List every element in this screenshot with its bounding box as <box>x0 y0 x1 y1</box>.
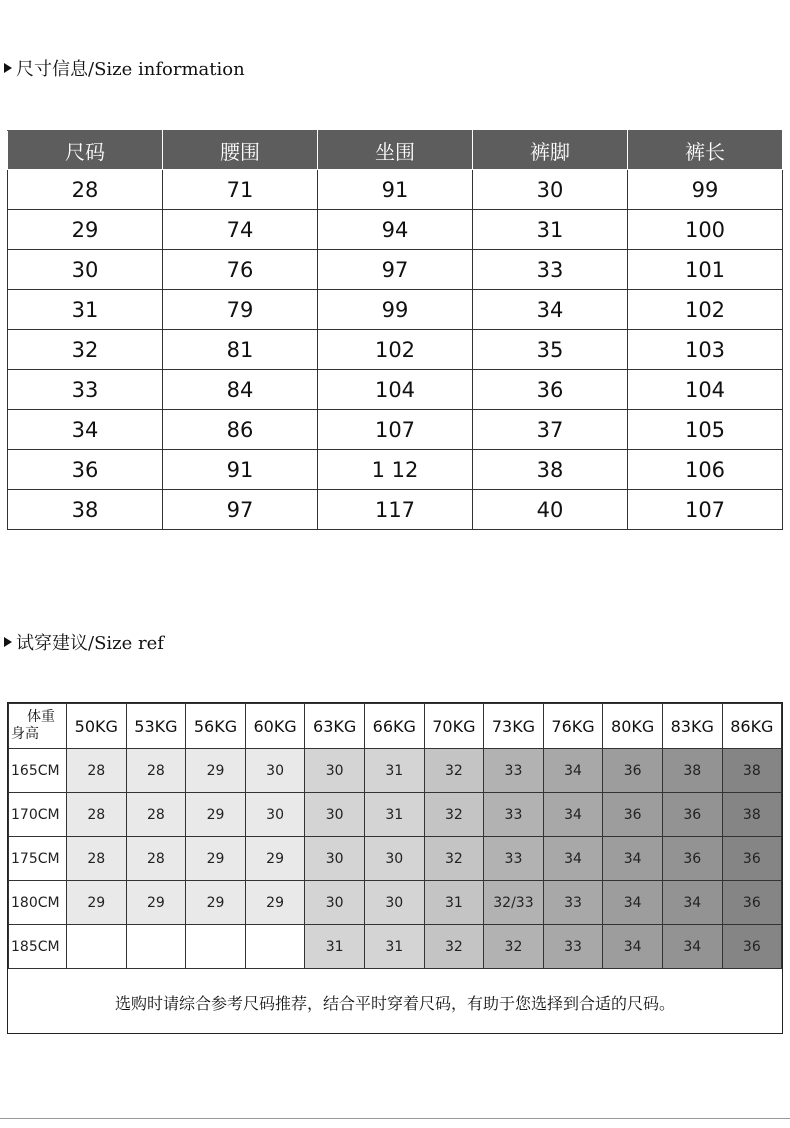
size-info-table <box>7 130 783 530</box>
size-ref-cell: 30 <box>305 749 365 793</box>
table-cell: 40 <box>473 490 628 530</box>
table-cell: 76 <box>163 250 318 290</box>
size-ref-cell: 32/33 <box>484 881 544 925</box>
table-cell: 99 <box>318 290 473 330</box>
size-ref-cell: 30 <box>245 749 305 793</box>
size-ref-panel <box>7 702 783 1034</box>
table-cell: 99 <box>628 170 783 210</box>
table-row <box>9 793 782 837</box>
weight-header: 63KG <box>305 704 365 749</box>
size-ref-header-row <box>9 704 782 749</box>
weight-header: 56KG <box>186 704 246 749</box>
size-ref-cell: 29 <box>186 793 246 837</box>
table-cell: 1 12 <box>318 450 473 490</box>
corner-height-label: 身高 <box>11 726 39 742</box>
size-ref-cell: 34 <box>543 793 603 837</box>
table-cell: 30 <box>8 250 163 290</box>
size-ref-cell: 33 <box>484 837 544 881</box>
table-cell: 32 <box>8 330 163 370</box>
size-ref-cell: 32 <box>424 793 484 837</box>
size-ref-cell: 30 <box>305 881 365 925</box>
height-label: 165CM <box>9 749 67 793</box>
height-label: 180CM <box>9 881 67 925</box>
table-cell: 31 <box>473 210 628 250</box>
table-cell: 33 <box>473 250 628 290</box>
size-ref-cell: 36 <box>722 925 782 969</box>
table-cell: 107 <box>628 490 783 530</box>
size-ref-cell: 38 <box>722 749 782 793</box>
table-cell: 91 <box>163 450 318 490</box>
size-ref-cell: 34 <box>662 925 722 969</box>
size-ref-cell: 30 <box>305 793 365 837</box>
size-info-header-row <box>8 131 783 170</box>
height-label: 170CM <box>9 793 67 837</box>
weight-header: 60KG <box>245 704 305 749</box>
table-cell: 35 <box>473 330 628 370</box>
table-row <box>9 881 782 925</box>
table-cell: 36 <box>473 370 628 410</box>
table-cell: 94 <box>318 210 473 250</box>
table-cell: 36 <box>8 450 163 490</box>
table-cell: 102 <box>318 330 473 370</box>
size-ref-cell: 28 <box>126 837 186 881</box>
size-info-title <box>4 56 245 80</box>
weight-header: 53KG <box>126 704 186 749</box>
table-cell: 97 <box>318 250 473 290</box>
size-ref-cell: 29 <box>67 881 127 925</box>
table-row <box>8 490 783 530</box>
size-ref-cell: 34 <box>662 881 722 925</box>
table-cell: 103 <box>628 330 783 370</box>
size-ref-cell: 32 <box>424 925 484 969</box>
size-ref-cell <box>126 925 186 969</box>
table-cell: 106 <box>628 450 783 490</box>
size-ref-cell: 31 <box>364 749 424 793</box>
table-cell: 102 <box>628 290 783 330</box>
table-cell: 101 <box>628 250 783 290</box>
table-row <box>9 925 782 969</box>
weight-header: 73KG <box>484 704 544 749</box>
size-ref-cell: 31 <box>424 881 484 925</box>
size-ref-cell: 31 <box>305 925 365 969</box>
size-ref-cell: 28 <box>67 793 127 837</box>
table-row <box>8 410 783 450</box>
header-hip: 坐围 <box>318 131 473 170</box>
size-ref-cell: 28 <box>67 749 127 793</box>
table-cell: 74 <box>163 210 318 250</box>
size-ref-cell: 30 <box>305 837 365 881</box>
table-cell: 84 <box>163 370 318 410</box>
table-cell: 79 <box>163 290 318 330</box>
corner-cell <box>9 704 67 749</box>
table-row <box>9 749 782 793</box>
table-cell: 100 <box>628 210 783 250</box>
bottom-divider <box>0 1118 790 1119</box>
size-ref-cell <box>67 925 127 969</box>
size-ref-cell: 36 <box>722 837 782 881</box>
size-ref-title-text: 试穿建议/Size ref <box>16 633 164 654</box>
weight-header: 80KG <box>603 704 663 749</box>
size-ref-cell: 33 <box>484 749 544 793</box>
size-ref-cell: 32 <box>484 925 544 969</box>
table-cell: 117 <box>318 490 473 530</box>
size-ref-cell: 33 <box>543 925 603 969</box>
triangle-bullet-icon <box>4 637 12 647</box>
size-ref-cell: 36 <box>603 749 663 793</box>
size-ref-cell: 29 <box>186 837 246 881</box>
size-ref-cell: 34 <box>543 749 603 793</box>
table-cell: 97 <box>163 490 318 530</box>
table-cell: 37 <box>473 410 628 450</box>
table-cell: 29 <box>8 210 163 250</box>
size-ref-cell: 33 <box>543 881 603 925</box>
table-row <box>8 450 783 490</box>
table-cell: 105 <box>628 410 783 450</box>
size-ref-title <box>4 630 164 654</box>
table-row <box>8 330 783 370</box>
size-ref-cell: 30 <box>364 881 424 925</box>
size-ref-cell: 32 <box>424 749 484 793</box>
table-cell: 81 <box>163 330 318 370</box>
weight-header: 76KG <box>543 704 603 749</box>
size-ref-cell: 36 <box>662 837 722 881</box>
table-cell: 71 <box>163 170 318 210</box>
size-ref-note: 选购时请综合参考尺码推荐，结合平时穿着尺码，有助于您选择到合适的尺码。 <box>8 968 782 1035</box>
table-row <box>9 837 782 881</box>
size-ref-cell <box>245 925 305 969</box>
table-row <box>8 290 783 330</box>
size-ref-cell: 34 <box>603 881 663 925</box>
size-ref-cell: 31 <box>364 925 424 969</box>
size-ref-cell: 38 <box>722 793 782 837</box>
size-ref-cell: 32 <box>424 837 484 881</box>
size-ref-cell: 29 <box>186 749 246 793</box>
weight-header: 50KG <box>67 704 127 749</box>
table-cell: 28 <box>8 170 163 210</box>
triangle-bullet-icon <box>4 63 12 73</box>
table-cell: 31 <box>8 290 163 330</box>
table-cell: 34 <box>8 410 163 450</box>
header-leg-opening: 裤脚 <box>473 131 628 170</box>
size-ref-cell: 30 <box>245 793 305 837</box>
header-size: 尺码 <box>8 131 163 170</box>
size-ref-cell: 28 <box>126 749 186 793</box>
table-cell: 86 <box>163 410 318 450</box>
table-cell: 104 <box>628 370 783 410</box>
header-length: 裤长 <box>628 131 783 170</box>
table-cell: 30 <box>473 170 628 210</box>
size-ref-cell: 29 <box>126 881 186 925</box>
size-ref-cell <box>186 925 246 969</box>
size-ref-cell: 34 <box>543 837 603 881</box>
size-ref-cell: 29 <box>245 881 305 925</box>
size-ref-cell: 36 <box>722 881 782 925</box>
table-cell: 34 <box>473 290 628 330</box>
size-info-title-text: 尺寸信息/Size information <box>16 59 245 80</box>
size-ref-cell: 28 <box>67 837 127 881</box>
corner-weight-label: 体重 <box>27 709 55 725</box>
size-ref-cell: 33 <box>484 793 544 837</box>
size-ref-cell: 31 <box>364 793 424 837</box>
weight-header: 83KG <box>662 704 722 749</box>
size-ref-cell: 34 <box>603 925 663 969</box>
height-label: 175CM <box>9 837 67 881</box>
table-row <box>8 250 783 290</box>
weight-header: 66KG <box>364 704 424 749</box>
table-cell: 107 <box>318 410 473 450</box>
size-ref-cell: 29 <box>245 837 305 881</box>
size-ref-table <box>8 703 782 969</box>
size-ref-cell: 38 <box>662 749 722 793</box>
header-waist: 腰围 <box>163 131 318 170</box>
size-ref-cell: 30 <box>364 837 424 881</box>
table-cell: 33 <box>8 370 163 410</box>
table-cell: 38 <box>8 490 163 530</box>
table-cell: 38 <box>473 450 628 490</box>
table-row <box>8 170 783 210</box>
size-ref-cell: 36 <box>603 793 663 837</box>
table-row <box>8 370 783 410</box>
size-ref-cell: 29 <box>186 881 246 925</box>
size-ref-cell: 36 <box>662 793 722 837</box>
table-cell: 91 <box>318 170 473 210</box>
height-label: 185CM <box>9 925 67 969</box>
table-cell: 104 <box>318 370 473 410</box>
size-ref-cell: 28 <box>126 793 186 837</box>
table-row <box>8 210 783 250</box>
weight-header: 86KG <box>722 704 782 749</box>
weight-header: 70KG <box>424 704 484 749</box>
size-ref-cell: 34 <box>603 837 663 881</box>
